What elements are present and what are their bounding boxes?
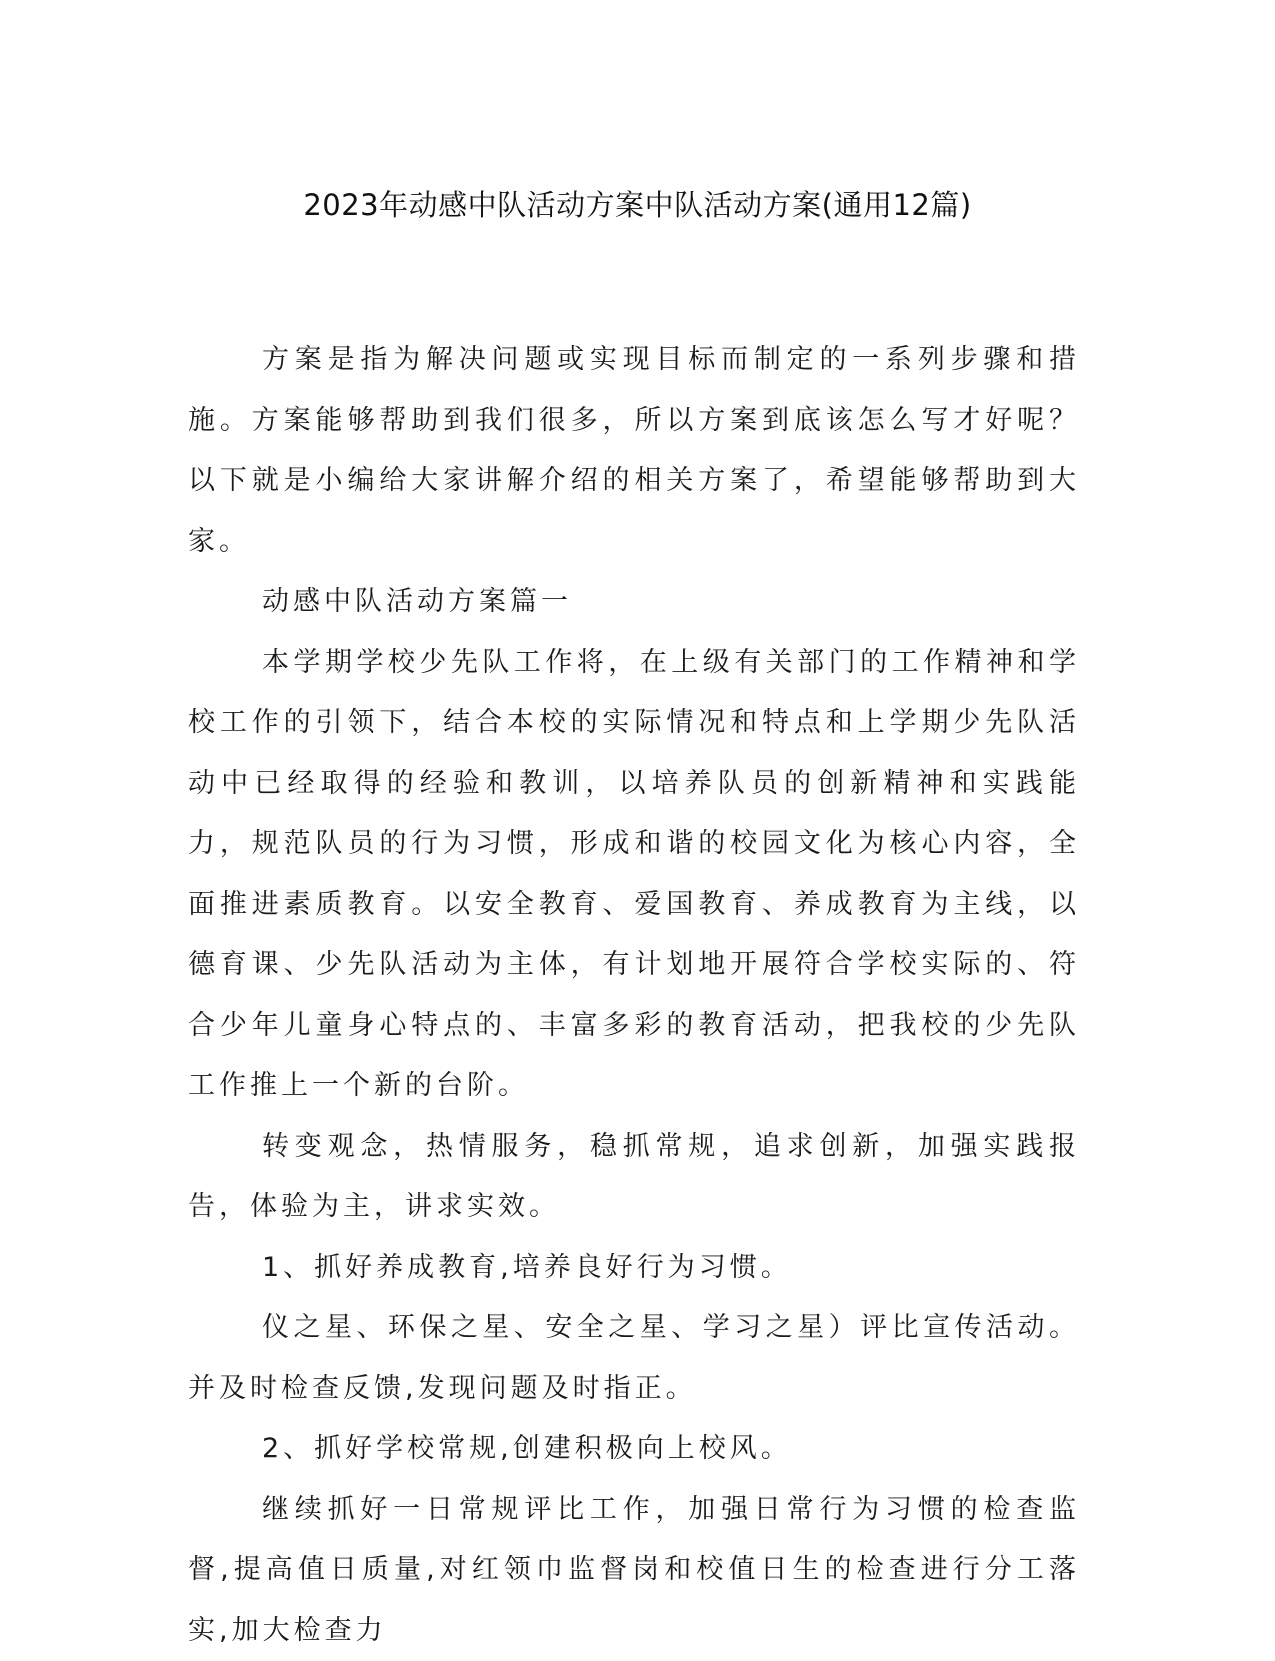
body-paragraph: 本学期学校少先队工作将，在上级有关部门的工作精神和学校工作的引领下，结合本校的实际情况和特点和上学期少先队活动中已经取得的经验和教训，以培养队员的创新精神和实践能力，规范队员的行为习惯，形成和谐的校园文化为核心内容，全面推进素质教育。以安全教育、爱国教育、养成教育为主线，以德育课、少先队活动为主体，有计划地开展符合学校实际的、符合少年儿童身心特点的、丰富多彩的教育活动，把我校的少先队工作推上一个新的台阶。 <box>188 633 1080 1117</box>
list-heading-1: 1、抓好养成教育,培养良好行为习惯。 <box>188 1238 1080 1299</box>
list-heading-2: 2、抓好学校常规,创建积极向上校风。 <box>188 1419 1080 1480</box>
section-heading: 动感中队活动方案篇一 <box>188 572 1080 633</box>
document-body <box>188 330 1080 1661</box>
body-paragraph: 仪之星、环保之星、安全之星、学习之星）评比宣传活动。并及时检查反馈,发现问题及时指正。 <box>188 1298 1080 1419</box>
intro-paragraph: 方案是指为解决问题或实现目标而制定的一系列步骤和措施。方案能够帮助到我们很多，所以方案到底该怎么写才好呢？以下就是小编给大家讲解介绍的相关方案了，希望能够帮助到大家。 <box>188 330 1080 572</box>
body-paragraph: 继续抓好一日常规评比工作，加强日常行为习惯的检查监督,提高值日质量,对红领巾监督岗和校值日生的检查进行分工落实,加大检查力 <box>188 1480 1080 1661</box>
body-paragraph: 转变观念，热情服务，稳抓常规，追求创新，加强实践报告，体验为主，讲求实效。 <box>188 1117 1080 1238</box>
document-title: 2023年动感中队活动方案中队活动方案(通用12篇) <box>0 185 1275 225</box>
